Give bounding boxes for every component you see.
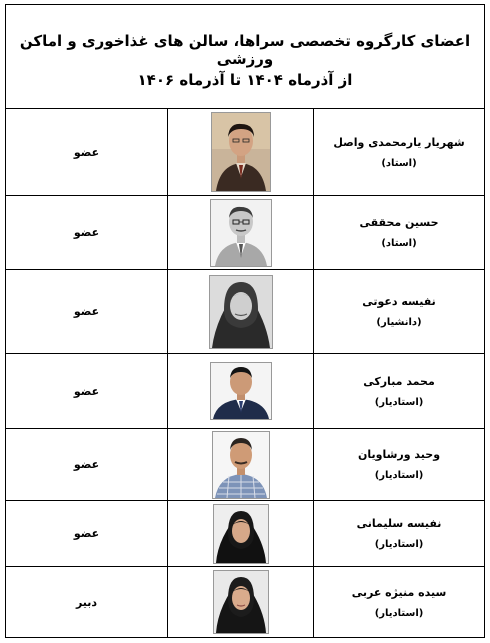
- name-cell: [314, 429, 484, 500]
- member-rank: (استادیار): [374, 470, 424, 481]
- member-name: نفیسه دعوتی: [362, 295, 436, 308]
- member-rank: (استاد): [381, 238, 417, 249]
- member-name: سیده منیژه عربی: [351, 585, 447, 599]
- name-cell: [314, 196, 484, 269]
- portrait-photo: [210, 362, 272, 420]
- page-title: اعضای کارگروه تخصصی سراها، سالن های غذاخوری و اماکن ورزشی: [19, 32, 471, 68]
- photo-cell: [168, 270, 314, 353]
- role-label: عضو: [73, 305, 100, 318]
- table-row: [6, 270, 484, 354]
- name-cell: [314, 270, 484, 353]
- name-cell: [314, 501, 484, 566]
- photo-cell: [168, 354, 314, 428]
- photo-cell: [168, 567, 314, 637]
- member-name: حسین محققی: [359, 216, 439, 229]
- members-table: [5, 4, 485, 638]
- table-header: [6, 5, 484, 109]
- photo-cell: [168, 429, 314, 500]
- portrait-photo: [213, 504, 269, 564]
- name-cell: [314, 109, 484, 195]
- role-cell: [6, 270, 168, 353]
- role-label: عضو: [73, 458, 100, 471]
- portrait-photo: [210, 199, 272, 267]
- role-label: عضو: [73, 226, 100, 239]
- portrait-photo: [212, 431, 270, 499]
- member-rank: (استاد): [381, 157, 417, 169]
- member-name: وحید ورشاویان: [357, 448, 441, 461]
- role-label: عضو: [73, 145, 100, 159]
- portrait-photo: [211, 112, 271, 192]
- table-row: [6, 567, 484, 637]
- role-cell: [6, 567, 168, 637]
- role-label: عضو: [73, 384, 100, 398]
- table-row: [6, 109, 484, 196]
- term-dates: از آذرماه ۱۴۰۴ تا آذرماه ۱۴۰۶: [137, 71, 353, 89]
- name-cell: [314, 354, 484, 428]
- member-rank: (استادیار): [374, 607, 424, 619]
- table-row: [6, 354, 484, 429]
- role-cell: [6, 196, 168, 269]
- member-name: شهریار یارمحمدی واصل: [333, 135, 465, 149]
- photo-cell: [168, 109, 314, 195]
- member-rank: (استادیار): [374, 396, 424, 408]
- role-label: عضو: [73, 527, 100, 540]
- member-name: محمد مبارکی: [363, 374, 435, 388]
- photo-cell: [168, 501, 314, 566]
- portrait-photo: [213, 570, 269, 634]
- member-name: نفیسه سلیمانی: [356, 517, 442, 530]
- role-label: دبیر: [75, 595, 98, 609]
- role-cell: [6, 501, 168, 566]
- table-row: [6, 429, 484, 501]
- table-row: [6, 196, 484, 270]
- role-cell: [6, 109, 168, 195]
- table-row: [6, 501, 484, 567]
- member-rank: (دانشیار): [376, 317, 422, 328]
- member-rank: (استادیار): [374, 539, 424, 550]
- name-cell: [314, 567, 484, 637]
- role-cell: [6, 429, 168, 500]
- portrait-photo: [209, 275, 273, 349]
- role-cell: [6, 354, 168, 428]
- photo-cell: [168, 196, 314, 269]
